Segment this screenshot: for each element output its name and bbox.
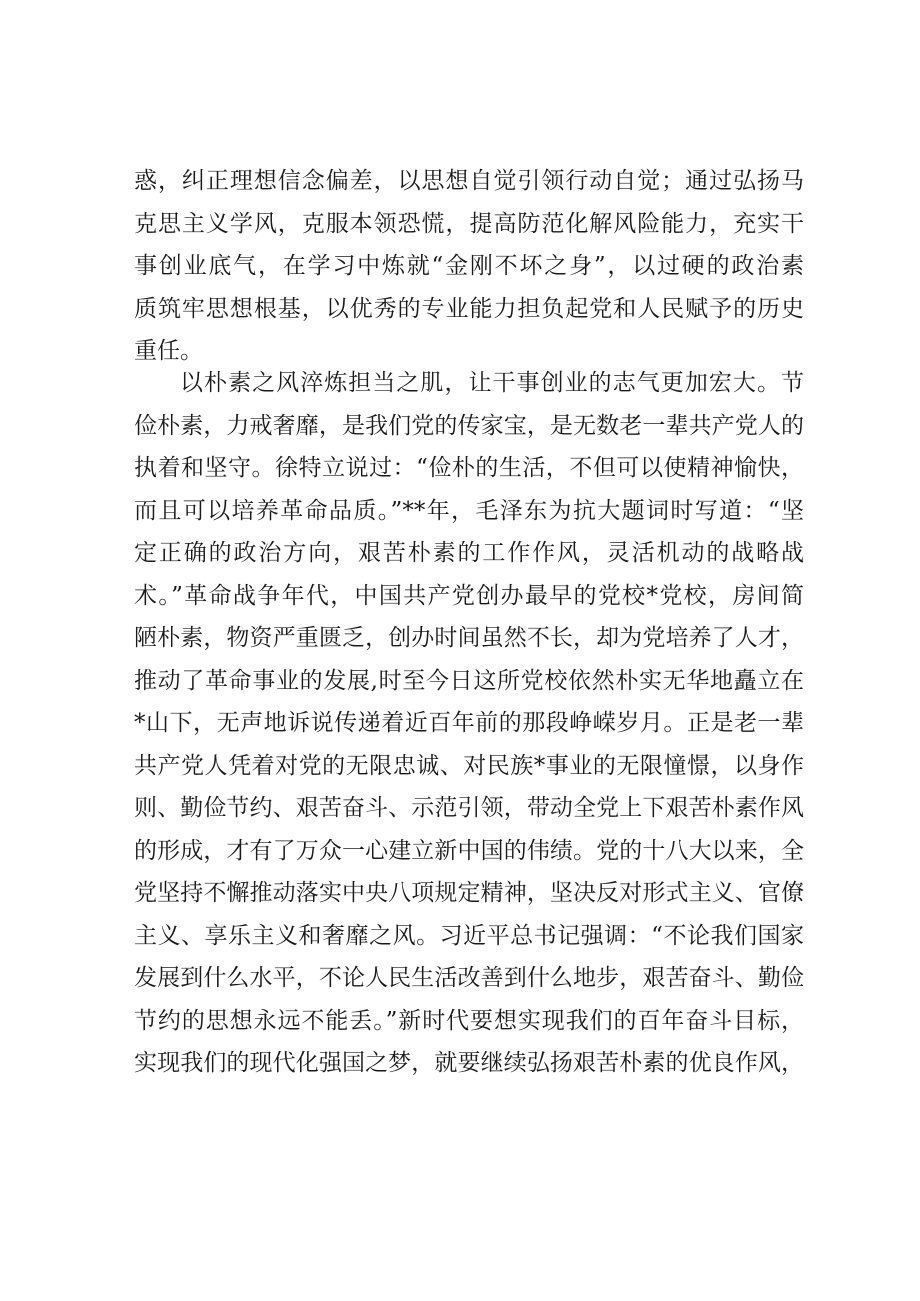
text-line: 质筑牢思想根基，以优秀的专业能力担负起党和人民赋予的历史 [134, 295, 804, 322]
text-line: *山下，无声地诉说传递着近百年前的那段峥嵘岁月。正是老一辈 [134, 710, 804, 736]
text-line: 克思主义学风，克服本领恐慌，提高防范化解风险能力，充实干 [134, 210, 804, 237]
text-line: 执着和坚守。徐特立说过：“俭朴的生活，不但可以使精神愉快， [134, 455, 804, 481]
text-line: 惑，纠正理想信念偏差，以思想自觉引领行动自觉；通过弘扬马 [134, 168, 804, 194]
text-line: 定正确的政治方向，艰苦朴素的工作作风，灵活机动的战略战 [134, 540, 804, 566]
text-line: 节约的思想永远不能丢。”新时代要想实现我们的百年奋斗目标， [134, 1007, 804, 1034]
paragraph-2 [134, 362, 804, 1085]
text-line: 重任。 [134, 338, 203, 364]
paragraph-1 [134, 160, 804, 373]
text-line: 而且可以培养革命品质。”**年，毛泽东为抗大题词时写道：“坚 [134, 497, 804, 524]
text-line: 俭朴素，力戒奢靡，是我们党的传家宝，是无数老一辈共产党人的 [134, 412, 804, 439]
text-line: 党坚持不懈推动落实中央八项规定精神，坚决反对形式主义、官僚 [134, 880, 804, 906]
text-line: 发展到什么水平，不论人民生活改善到什么地步，艰苦奋斗、勤俭 [134, 965, 804, 991]
text-line: 术。”革命战争年代，中国共产党创办最早的党校*党校，房间简 [134, 582, 804, 609]
text-line: 事创业底气，在学习中炼就“金刚不坏之身”，以过硬的政治素 [134, 253, 804, 279]
text-line: 以朴素之风淬炼担当之肌，让干事创业的志气更加宏大。节 [180, 370, 804, 396]
text-line: 主义、享乐主义和奢靡之风。习近平总书记强调：“不论我们国家 [134, 922, 804, 949]
text-line: 的形成，才有了万众一心建立新中国的伟绩。党的十八大以来，全 [134, 837, 804, 864]
text-line: 共产党人凭着对党的无限忠诚、对民族*事业的无限憧憬，以身作 [134, 752, 804, 779]
text-line: 则、勤俭节约、艰苦奋斗、示范引领，带动全党上下艰苦朴素作风 [134, 795, 804, 821]
text-line: 推动了革命事业的发展,时至今日这所党校依然朴实无华地矗立在 [134, 667, 804, 694]
text-line: 陋朴素，物资严重匮乏，创办时间虽然不长，却为党培养了人才， [134, 625, 804, 651]
text-line: 实现我们的现代化强国之梦，就要继续弘扬艰苦朴素的优良作风， [134, 1050, 804, 1076]
